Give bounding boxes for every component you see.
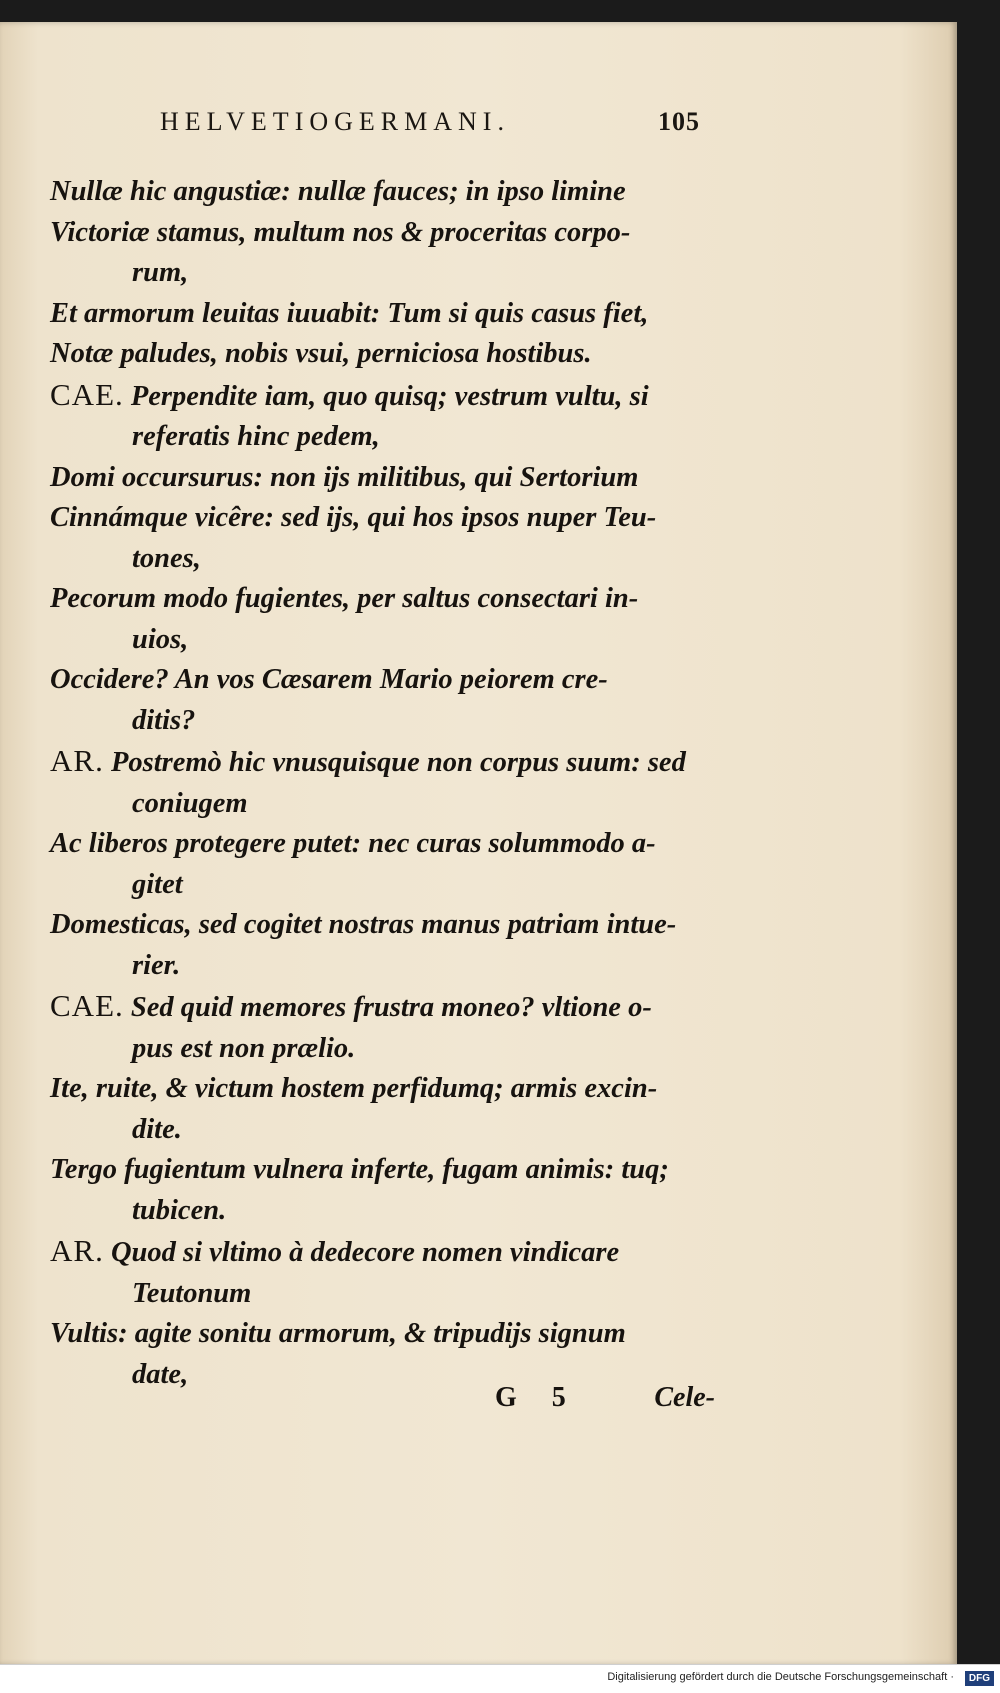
speaker-label: CAE. <box>50 988 124 1023</box>
line-text: Perpendite iam, quo quisq; vestrum vultu, si <box>130 380 649 412</box>
text-line <box>50 784 710 825</box>
dfg-logo: DFG <box>965 1671 994 1686</box>
line-text: Teutonum <box>132 1277 252 1309</box>
text-line <box>50 498 710 539</box>
line-text: dite. <box>132 1113 182 1145</box>
digitization-credit-bar <box>0 1664 1000 1693</box>
signature-mark: G 5 <box>495 1382 580 1413</box>
line-text: date, <box>132 1358 189 1390</box>
text-line <box>50 1069 710 1110</box>
line-text: Ite, ruite, & victum hostem perfidumq; armis excin- <box>50 1073 658 1104</box>
line-text: pus est non prælio. <box>132 1032 356 1064</box>
text-line <box>50 946 710 987</box>
credit-text: Digitalisierung gefördert durch die Deutsche Forschungsgemeinschaft · <box>607 1671 954 1683</box>
text-line <box>50 1191 710 1232</box>
text-line <box>50 620 710 661</box>
line-text: tubicen. <box>132 1194 227 1226</box>
page-number: 105 <box>658 107 700 136</box>
text-line <box>50 375 710 418</box>
line-text: uios, <box>132 623 189 655</box>
text-line <box>50 1150 710 1191</box>
speaker-label: CAE. <box>50 376 124 412</box>
line-text: Pecorum modo fugientes, per saltus consectari in- <box>50 583 639 614</box>
text-line <box>50 1110 710 1151</box>
line-text: Victoriæ stamus, multum nos & proceritas corpo- <box>50 216 631 248</box>
text-line <box>50 1355 710 1396</box>
book-page <box>0 22 957 1665</box>
text-line <box>50 213 710 254</box>
text-line <box>50 334 710 375</box>
line-text: referatis hinc pedem, <box>132 421 380 452</box>
line-text: Domi occursurus: non ijs militibus, qui Sertorium <box>50 461 639 493</box>
text-line <box>50 986 710 1029</box>
speaker-label: AR. <box>50 1233 104 1268</box>
line-text: rum, <box>132 257 189 288</box>
text-line <box>50 1029 710 1070</box>
line-text: Sed quid memores frustra moneo? vltione o- <box>130 992 652 1023</box>
text-line <box>50 539 710 580</box>
line-text: tones, <box>132 542 201 574</box>
text-line <box>50 417 710 458</box>
speaker-label: AR. <box>50 743 104 778</box>
line-text: Vultis: agite sonitu armorum, & tripudijs signum <box>50 1318 626 1349</box>
text-line <box>50 824 710 865</box>
line-text: ditis? <box>132 704 196 736</box>
running-title: HELVETIOGERMANI. <box>160 107 510 136</box>
text-line <box>50 865 710 906</box>
text-line <box>50 253 710 294</box>
line-text: Notæ paludes, nobis vsui, perniciosa hostibus. <box>50 338 592 369</box>
line-text: Et armorum leuitas iuuabit: Tum si quis casus fiet, <box>50 297 649 329</box>
line-text: Postremò hic vnusquisque non corpus suum: sed <box>110 747 686 778</box>
line-text: Occidere? An vos Cæsarem Mario peiorem cre- <box>50 664 608 695</box>
line-text: Domesticas, sed cogitet nostras manus patriam intue- <box>50 909 677 940</box>
text-line <box>50 458 710 499</box>
line-text: Ac liberos protegere putet: nec curas solummodo a- <box>50 828 656 859</box>
catchword: Cele- <box>654 1382 715 1413</box>
text-line <box>50 172 710 213</box>
text-line <box>50 905 710 946</box>
line-text: Quod si vltimo à dedecore nomen vindicare <box>110 1237 620 1268</box>
text-line <box>50 294 710 335</box>
text-line <box>50 579 710 620</box>
text-line <box>50 701 710 742</box>
line-text: coniugem <box>132 787 248 819</box>
text-line <box>50 741 710 784</box>
page-content <box>0 22 957 1665</box>
text-line <box>50 1274 710 1315</box>
verse-text-block <box>50 172 710 1395</box>
text-line <box>50 1314 710 1355</box>
line-text: gitet <box>132 868 183 900</box>
text-line <box>50 1231 710 1274</box>
line-text: rier. <box>132 949 181 981</box>
line-text: Tergo fugientum vulnera inferte, fugam animis: tuq; <box>50 1154 669 1185</box>
text-line <box>50 660 710 701</box>
line-text: Nullæ hic angustiæ: nullæ fauces; in ipso limine <box>50 176 626 207</box>
line-text: Cinnámque vicêre: sed ijs, qui hos ipsos nuper Teu- <box>50 502 657 533</box>
